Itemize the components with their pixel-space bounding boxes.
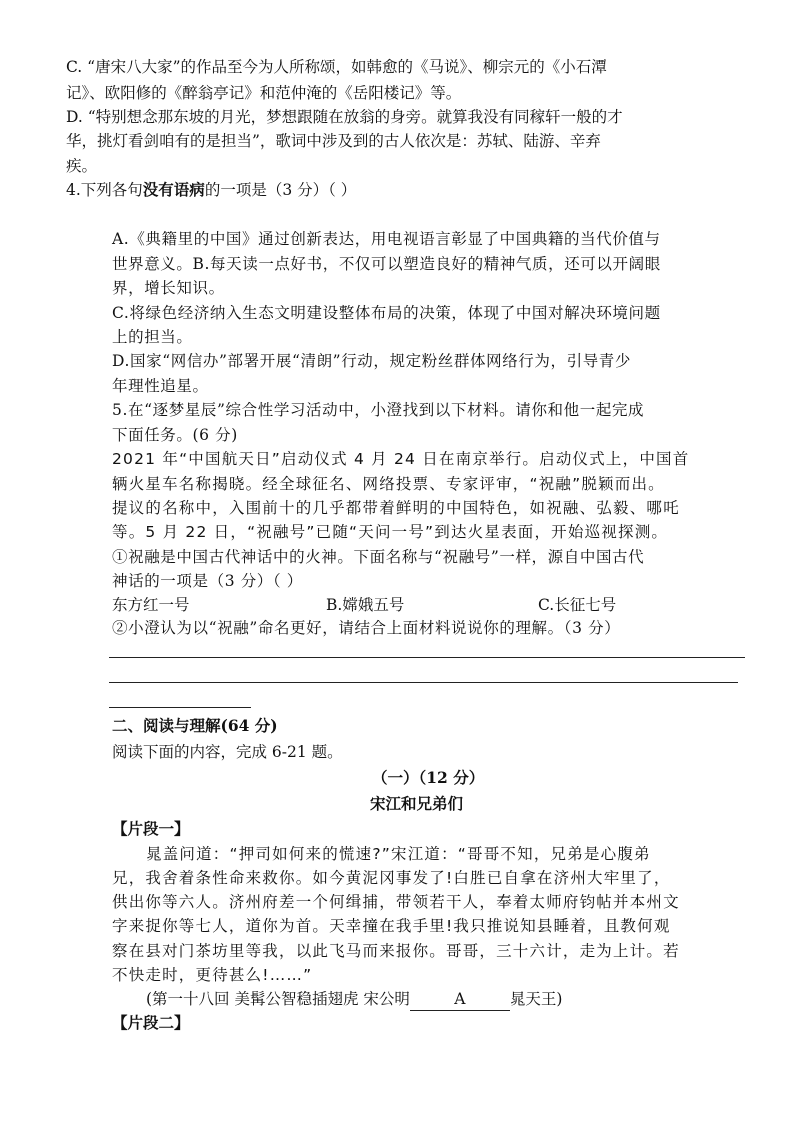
fragment1-line1: 晁盖问道：“押司如何来的慌速?”宋江道：“哥哥不知，兄弟是心腹弟: [146, 845, 651, 863]
fragment1-line6: 不快走时，更待甚么!……”: [112, 966, 313, 984]
fragment1-label: 【片段一】: [112, 819, 190, 838]
section2-heading: 二、阅读与理解(64 分): [112, 716, 278, 735]
q5-sub1-line1: ①祝融是中国古代神话中的火神。下面名称与“祝融号”一样，源自中国古代: [112, 548, 645, 566]
q5-stem-line2: 下面任务。(6 分): [112, 426, 238, 444]
q5-stem-line1: 5.在“逐梦星辰”综合性学习活动中，小澄找到以下材料。请你和他一起完成: [112, 401, 645, 419]
fragment1-line3: 供出你等六人。济州府差一个何缉捕，带领若干人，奉着太师府钧帖并本州文: [112, 893, 680, 911]
fragment1-line2: 兄，我舍着条性命来救你。如今黄泥冈事发了!白胜已自拿在济州大牢里了，: [112, 869, 671, 887]
fragment2-label: 【片段二】: [112, 1013, 190, 1032]
q5-material-line4: 等。5 月 22 日，“祝融号”已随“天问一号”到达火星表面，开始巡视探测。: [112, 523, 669, 541]
q4-option-c-line2: 上的担当。: [112, 328, 193, 346]
q3-option-c-line1: C. “唐宋八大家”的作品至今为人所称颂，如韩愈的《马说》、柳宗元的《小石潭: [66, 58, 607, 76]
q5-sub2: ②小澄认为以“祝融”命名更好，请结合上面材料说说你的理解。（3 分）: [112, 619, 621, 637]
q5-choice-a: 东方红一号: [112, 596, 190, 614]
answer-line-3[interactable]: [109, 707, 251, 708]
q4-option-a-line1: A.《典籍里的中国》通过创新表达，用电视语言彰显了中国典籍的当代价值与: [112, 230, 661, 248]
q3-option-d-line3: 疾。: [66, 157, 98, 175]
q5-material-line2: 辆火星车名称揭晓。经全球征名、网络投票、专家评审，“祝融”脱颖而出。: [112, 475, 665, 493]
q4-stem: [66, 179, 356, 201]
q5-choice-b: B.嫦娥五号: [326, 596, 405, 614]
q5-material-line3: 提议的名称中，入围前十的几乎都带着鲜明的中国特色，如祝融、弘毅、哪吒: [112, 499, 680, 517]
q5-material-line1: 2021 年“中国航天日”启动仪式 4 月 24 日在南京举行。启动仪式上，中国首: [112, 450, 690, 468]
q4-stem-pre: 4.下列各句: [66, 181, 143, 199]
caption-post: 晁天王): [509, 990, 563, 1008]
part-label: （一）（12 分）: [372, 768, 485, 787]
answer-line-1[interactable]: [109, 657, 745, 658]
q4-option-c-line1: C.将绿色经济纳入生态文明建设整体布局的决策，体现了中国对解决环境问题: [112, 304, 661, 322]
q4-option-d-line2: 年理性追星。: [112, 377, 209, 395]
q3-option-d-line1: D. “特别想念那东坡的月光，梦想跟随在放翁的身旁。就算我没有同稼轩一般的才: [66, 108, 623, 126]
q4-stem-post: 的一项是（3 分）（ ）: [204, 181, 357, 199]
q3-option-c-line2: 记》、欧阳修的《醉翁亭记》和范仲淹的《岳阳楼记》等。: [66, 84, 462, 102]
passage-title: 宋江和兄弟们: [370, 794, 464, 813]
q5-choice-c: C.长征七号: [538, 596, 617, 614]
caption-pre: (第一十八回 美髯公智稳插翅虎 宋公明: [146, 990, 410, 1008]
q3-option-d-line2: 华，挑灯看剑咱有的是担当”，歌词中涉及到的古人依次是：苏轼、陆游、辛弃: [66, 132, 601, 150]
q5-sub1-line2: 神话的一项是（3 分）（ ）: [112, 572, 303, 590]
answer-line-2[interactable]: [109, 682, 738, 683]
fragment1-line5: 察在县对门茶坊里等我，以此飞马而来报你。哥哥，三十六计，走为上计。若: [112, 942, 680, 960]
q4-option-d-line1: D.国家“网信办”部署开展“清朗”行动，规定粉丝群体网络行为，引导青少: [112, 352, 631, 370]
q4-option-a-line3: 界，增长知识。: [112, 279, 225, 297]
fragment1-caption: [146, 988, 562, 1011]
q4-option-a-line2: 世界意义。B.每天读一点好书，不仅可以塑造良好的精神气质，还可以开阔眼: [112, 255, 661, 273]
caption-blank-a[interactable]: A: [410, 988, 510, 1011]
fragment1-line4: 字来捉你等七人，道你为首。天幸撞在我手里!我只推说知县睡着，且教何观: [112, 917, 671, 935]
q4-stem-emphasis: 没有语病: [142, 180, 205, 199]
section2-instruction: 阅读下面的内容，完成 6-21 题。: [112, 743, 343, 761]
